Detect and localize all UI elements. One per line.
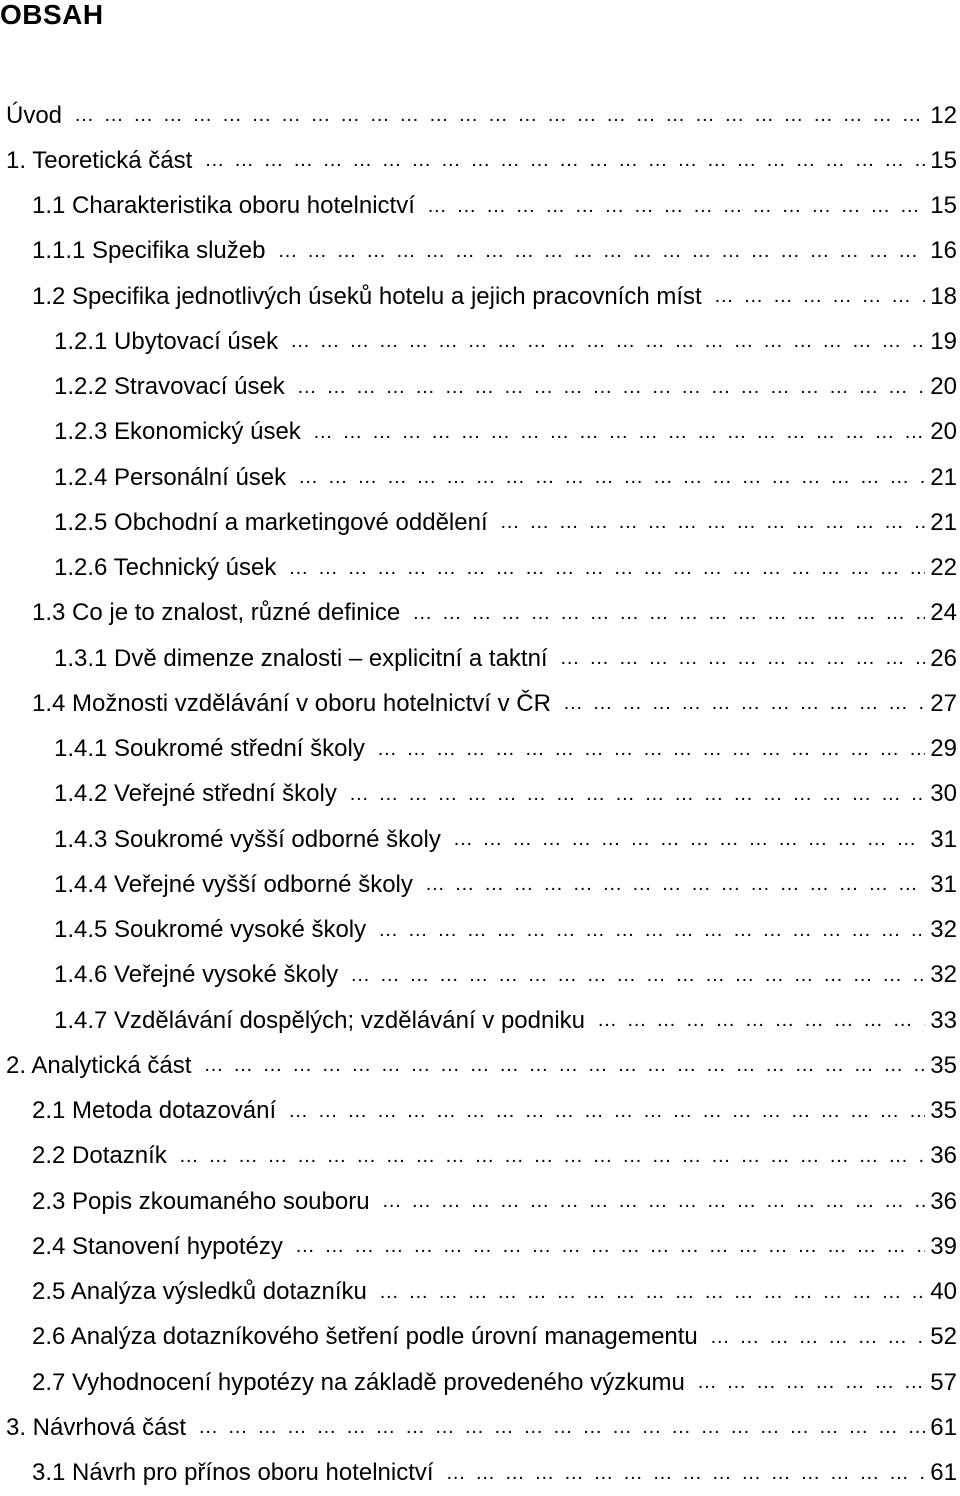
toc-entry-page-number: 36 [930, 1187, 957, 1215]
toc-entry-label: 1.3 Co je to znalost, různé definice [32, 599, 401, 627]
toc-entry-page-number: 36 [930, 1142, 957, 1170]
toc-dot-leader [500, 511, 925, 534]
toc-entry [0, 681, 960, 726]
toc-entry [0, 953, 960, 998]
toc-entry-label: 1.2.6 Technický úsek [54, 554, 277, 582]
toc-entry-page-number: 16 [930, 237, 957, 265]
toc-entry-label: 1.2.4 Personální úsek [54, 463, 287, 491]
toc-dot-leader [203, 1054, 925, 1077]
toc-dot-leader [412, 602, 925, 625]
toc-entry-label: 2.2 Dotazník [32, 1142, 167, 1170]
table-of-contents [0, 93, 960, 1496]
page-title: OBSAH [0, 0, 104, 30]
toc-dot-leader [714, 285, 925, 308]
toc-entry [0, 1451, 960, 1496]
toc-dot-leader [349, 783, 925, 806]
toc-dot-leader [563, 692, 925, 715]
toc-dot-leader [379, 1281, 925, 1304]
toc-entry-label: 1.4 Možnosti vzdělávání v oboru hotelnictví v ČR [32, 689, 551, 717]
toc-entry-page-number: 21 [930, 508, 957, 536]
toc-entry-page-number: 24 [930, 599, 957, 627]
toc-entry-label: 2.5 Analýza výsledků dotazníku [32, 1278, 367, 1306]
toc-entry [0, 274, 960, 319]
toc-entry [0, 184, 960, 229]
toc-dot-leader [313, 421, 925, 444]
toc-entry [0, 1089, 960, 1134]
toc-entry-label: 2.7 Vyhodnocení hypotézy na základě provedeného výzkumu [32, 1368, 685, 1396]
toc-entry [0, 998, 960, 1043]
toc-entry-label: 2.1 Metoda dotazování [32, 1097, 277, 1125]
toc-entry [0, 546, 960, 591]
toc-entry [0, 93, 960, 138]
toc-entry-page-number: 35 [930, 1097, 957, 1125]
toc-entry [0, 1224, 960, 1269]
toc-dot-leader [295, 1235, 925, 1258]
toc-dot-leader [597, 1009, 925, 1032]
toc-entry-label: 1.4.5 Soukromé vysoké školy [54, 916, 367, 944]
toc-dot-leader [697, 1371, 925, 1394]
toc-entry [0, 727, 960, 772]
toc-entry [0, 455, 960, 500]
toc-entry-page-number: 19 [930, 327, 957, 355]
toc-entry-label: 1.3.1 Dvě dimenze znalosti – explicitní a taktní [54, 644, 548, 672]
toc-entry [0, 591, 960, 636]
toc-dot-leader [350, 964, 925, 987]
toc-dot-leader [427, 195, 925, 218]
toc-entry [0, 319, 960, 364]
toc-entry [0, 1315, 960, 1360]
toc-entry-page-number: 32 [930, 916, 957, 944]
toc-entry [0, 1043, 960, 1088]
toc-entry-label: 1.2 Specifika jednotlivých úseků hotelu a jejich pracovních míst [32, 282, 702, 310]
toc-entry [0, 817, 960, 862]
toc-entry-page-number: 33 [930, 1006, 957, 1034]
toc-entry [0, 229, 960, 274]
toc-entry-label: 1.1 Charakteristika oboru hotelnictví [32, 192, 415, 220]
toc-entry-page-number: 22 [930, 554, 957, 582]
toc-entry-label: 1.4.1 Soukromé střední školy [54, 735, 365, 763]
toc-entry-label: 1.4.3 Soukromé vyšší odborné školy [54, 825, 441, 853]
toc-entry [0, 500, 960, 545]
toc-entry-label: 3.1 Návrh pro přínos oboru hotelnictví [32, 1459, 434, 1487]
toc-entry-label: 2. Analytická část [6, 1051, 192, 1079]
toc-entry [0, 1179, 960, 1224]
toc-dot-leader [290, 330, 925, 353]
toc-dot-leader [446, 1462, 925, 1485]
toc-entry [0, 1270, 960, 1315]
toc-entry-page-number: 52 [930, 1323, 957, 1351]
toc-entry-label: 1.1.1 Specifika služeb [32, 237, 266, 265]
toc-dot-leader [377, 738, 925, 761]
toc-entry-page-number: 20 [930, 418, 957, 446]
toc-entry-label: 1.4.4 Veřejné vyšší odborné školy [54, 870, 413, 898]
toc-entry-label: 3. Návrhová část [6, 1413, 187, 1441]
toc-entry [0, 365, 960, 410]
toc-entry-page-number: 57 [930, 1368, 957, 1396]
toc-entry-page-number: 15 [930, 192, 957, 220]
toc-entry-page-number: 12 [930, 101, 957, 129]
toc-entry-page-number: 20 [930, 373, 957, 401]
toc-entry-label: 1.2.3 Ekonomický úsek [54, 418, 301, 446]
toc-entry [0, 908, 960, 953]
toc-dot-leader [179, 1145, 925, 1168]
toc-entry [0, 138, 960, 183]
toc-dot-leader [453, 828, 925, 851]
toc-entry-page-number: 61 [930, 1413, 957, 1441]
toc-entry-label: 1.2.1 Ubytovací úsek [54, 327, 279, 355]
toc-entry-label: 2.6 Analýza dotazníkového šetření podle úrovní managementu [32, 1323, 698, 1351]
toc-entry [0, 1360, 960, 1405]
toc-entry-label: Úvod [6, 101, 63, 129]
toc-dot-leader [198, 1416, 925, 1439]
toc-dot-leader [277, 240, 925, 263]
toc-entry-label: 1.4.2 Veřejné střední školy [54, 780, 337, 808]
toc-entry-page-number: 30 [930, 780, 957, 808]
toc-dot-leader [710, 1326, 925, 1349]
toc-entry-page-number: 27 [930, 689, 957, 717]
toc-entry-page-number: 35 [930, 1051, 957, 1079]
toc-entry-label: 1.4.6 Veřejné vysoké školy [54, 961, 339, 989]
toc-entry [0, 410, 960, 455]
toc-dot-leader [288, 1100, 925, 1123]
toc-entry-label: 2.3 Popis zkoumaného souboru [32, 1187, 370, 1215]
toc-entry-label: 1.4.7 Vzdělávání dospělých; vzdělávání v podniku [54, 1006, 586, 1034]
toc-entry [0, 636, 960, 681]
toc-entry-page-number: 31 [930, 870, 957, 898]
toc-entry-label: 1.2.5 Obchodní a marketingové oddělení [54, 508, 488, 536]
toc-dot-leader [298, 466, 925, 489]
toc-entry [0, 862, 960, 907]
toc-entry-label: 1.2.2 Stravovací úsek [54, 373, 285, 401]
toc-entry [0, 1405, 960, 1450]
toc-entry-page-number: 39 [930, 1232, 957, 1260]
toc-dot-leader [560, 647, 925, 670]
toc-dot-leader [297, 376, 925, 399]
toc-dot-leader [74, 104, 925, 127]
toc-entry-page-number: 15 [930, 146, 957, 174]
toc-entry-page-number: 61 [930, 1459, 957, 1487]
toc-entry-page-number: 26 [930, 644, 957, 672]
toc-dot-leader [382, 1190, 925, 1213]
toc-entry-page-number: 18 [930, 282, 957, 310]
toc-dot-leader [288, 557, 925, 580]
toc-entry-page-number: 40 [930, 1278, 957, 1306]
toc-entry-label: 1. Teoretická část [6, 146, 193, 174]
toc-dot-leader [425, 873, 925, 896]
toc-entry-page-number: 31 [930, 825, 957, 853]
toc-entry-page-number: 29 [930, 735, 957, 763]
toc-entry-page-number: 21 [930, 463, 957, 491]
toc-dot-leader [378, 919, 925, 942]
toc-entry-label: 2.4 Stanovení hypotézy [32, 1232, 283, 1260]
toc-entry [0, 1134, 960, 1179]
toc-entry [0, 772, 960, 817]
toc-entry-page-number: 32 [930, 961, 957, 989]
toc-dot-leader [204, 149, 925, 172]
